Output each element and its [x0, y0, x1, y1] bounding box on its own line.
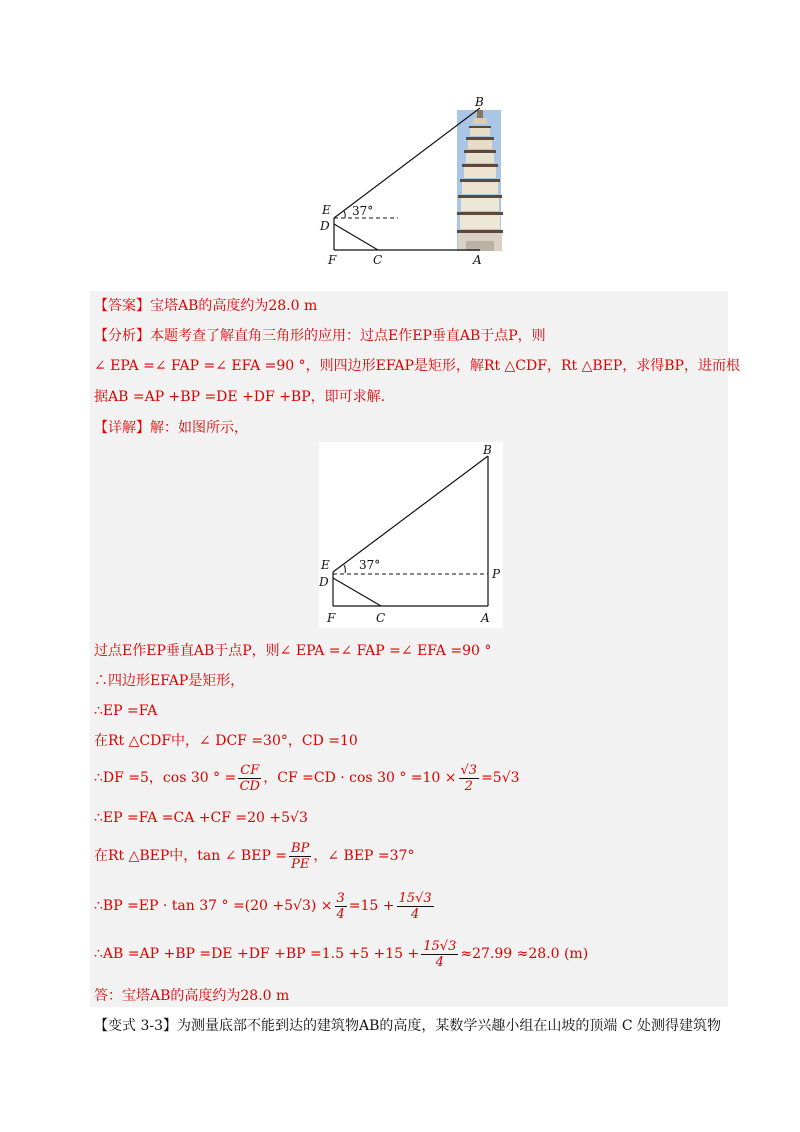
- fig1-label-e: E: [322, 203, 331, 217]
- solution-line-4: 在Rt △CDF中，∠ DCF =30°，CD =10: [94, 733, 358, 749]
- analysis-line-3: 据AB =AP +BP =DE +DF +BP，即可求解.: [94, 389, 386, 405]
- analysis-line-2: ∠ EPA =∠ FAP =∠ EFA =90 °，则四边形EFAP是矩形，解Rt △CDF，Rt △BEP，求得BP，进而根: [94, 358, 740, 374]
- final-answer-line: 答：宝塔AB的高度约为28.0 m: [94, 988, 290, 1004]
- next-problem-line: 【变式 3-3】为测量底部不能到达的建筑物AB的高度，某数学兴趣小组在山坡的顶端 C 处测得建筑物: [94, 1018, 722, 1034]
- answer-line: 【答案】宝塔AB的高度约为28.0 m: [94, 298, 318, 314]
- fig2-label-c: C: [376, 611, 386, 625]
- solution-line-3: ∴EP =FA: [94, 703, 158, 719]
- solution-line-5: ∴DF =5，cos 30 ° = $\frac{CF}{CD}$ ，CF =CD · cos 30 ° =10 × $\frac{√3}{2}$ =5√3: [94, 762, 520, 794]
- fig1-label-d: D: [320, 219, 330, 233]
- fig2-label-p: P: [492, 567, 501, 581]
- fig1-label-b: B: [475, 96, 484, 109]
- fig1-label-c: C: [373, 253, 383, 267]
- figure-pagoda-diagram: [316, 96, 506, 268]
- detail-heading: 【详解】解：如图所示，: [94, 420, 248, 436]
- fig2-angle-label: 37°: [359, 558, 381, 572]
- solution-line-8: ∴BP =EP · tan 37 ° =(20 +5√3) × $\frac{3}{4}$ =15 + $\frac{15√3}{4}$: [94, 890, 432, 922]
- fig1-label-f: F: [328, 253, 337, 267]
- fig2-label-e: E: [321, 558, 330, 572]
- solution-line-9: ∴AB =AP +BP =DE +DF +BP =1.5 +5 +15 + $\frac{15√3}{4}$ ≈27.99 ≈28.0 (m): [94, 938, 589, 970]
- figure-diagram-2: [319, 442, 503, 628]
- solution-line-7: 在Rt △BEP中，tan ∠ BEP = $\frac{BP}{PE}$ ，∠ BEP =37°: [94, 840, 415, 872]
- solution-line-6: ∴EP =FA =CA +CF =20 +5√3: [94, 810, 308, 826]
- analysis-line-1: 【分析】本题考查了解直角三角形的应用：过点E作EP垂直AB于点P，则: [94, 328, 546, 344]
- fig1-label-a: A: [473, 253, 482, 267]
- fig2-label-f: F: [327, 611, 336, 625]
- solution-line-2: ∴四边形EFAP是矩形，: [94, 673, 245, 689]
- solution-line-1: 过点E作EP垂直AB于点P，则∠ EPA =∠ FAP =∠ EFA =90 °: [94, 643, 492, 659]
- fig2-label-a: A: [481, 611, 490, 625]
- fig2-label-b: B: [483, 443, 492, 457]
- fig1-angle-label: 37°: [352, 204, 374, 218]
- fig2-label-d: D: [319, 575, 329, 589]
